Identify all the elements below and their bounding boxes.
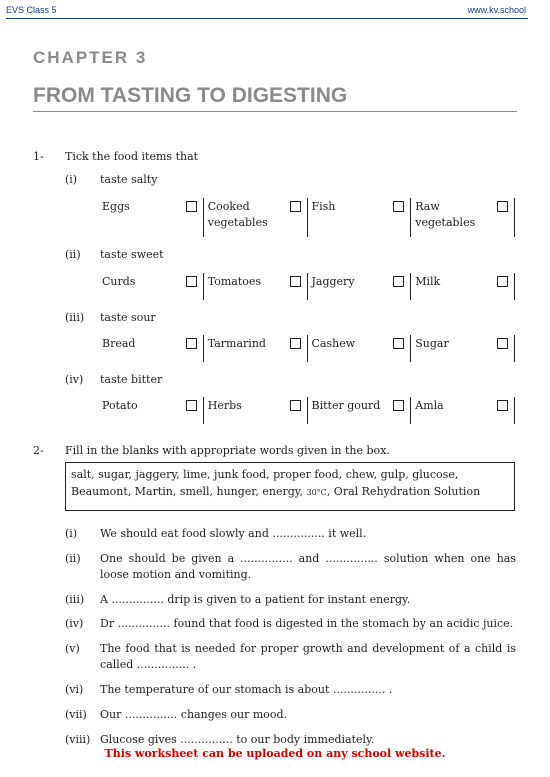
- title-underline: [33, 111, 517, 112]
- food-label: Tomatoes: [207, 275, 262, 288]
- blank-item-text: Glucose gives ............... to our body immediately.: [100, 733, 375, 746]
- tick-checkbox[interactable]: [186, 400, 197, 411]
- tick-checkbox[interactable]: [497, 400, 508, 411]
- food-label: Sugar: [415, 337, 449, 350]
- tick-cell: [204, 273, 308, 300]
- header-left: EVS Class 5: [6, 5, 57, 15]
- tick-checkbox[interactable]: [497, 201, 508, 212]
- word-box: [65, 462, 515, 511]
- q1-part-number: (iv): [65, 373, 84, 386]
- tick-checkbox[interactable]: [497, 338, 508, 349]
- q1-part-number: (ii): [65, 248, 81, 261]
- word-box-line: salt, sugar, jaggery, lime, junk food, proper food, chew, gulp, glucose,: [71, 468, 459, 481]
- tick-checkbox[interactable]: [290, 276, 301, 287]
- tick-checkbox[interactable]: [186, 276, 197, 287]
- q2-number: 2-: [33, 444, 44, 457]
- food-label: Eggs: [102, 200, 130, 213]
- tick-cell: [204, 335, 308, 362]
- tick-checkbox[interactable]: [290, 201, 301, 212]
- q1-part-text: taste sour: [100, 311, 156, 324]
- food-label: Tarmarind: [207, 337, 266, 350]
- food-label: Milk: [415, 275, 441, 288]
- q2-text: Fill in the blanks with appropriate words given in the box.: [65, 444, 390, 457]
- blank-item-text: The food that is needed for proper growth and development of a child is called ............... .: [100, 642, 516, 671]
- tick-grid-salty: [100, 198, 515, 237]
- tick-cell: [308, 335, 412, 362]
- tick-cell: [100, 198, 204, 237]
- q1-part-number: (i): [65, 173, 78, 186]
- tick-checkbox[interactable]: [393, 276, 404, 287]
- page-title: FROM TASTING TO DIGESTING: [33, 84, 348, 107]
- q1-part-text: taste sweet: [100, 248, 164, 261]
- tick-checkbox[interactable]: [393, 400, 404, 411]
- food-label: Curds: [102, 275, 136, 288]
- blank-item-number: (vi): [65, 683, 84, 696]
- tick-cell: [411, 335, 515, 362]
- blank-item-number: (v): [65, 642, 80, 655]
- blank-item-text: Our ............... changes our mood.: [100, 708, 288, 721]
- blank-item-number: (vii): [65, 708, 87, 721]
- tick-cell: [100, 273, 204, 300]
- q1-number: 1-: [33, 150, 44, 163]
- q1-part-text: taste bitter: [100, 373, 163, 386]
- tick-cell: [411, 397, 515, 424]
- tick-checkbox[interactable]: [393, 201, 404, 212]
- blank-item-number: (viii): [65, 733, 91, 746]
- blank-item-text: Dr ............... found that food is digested in the stomach by an acidic juice.: [100, 617, 514, 630]
- tick-checkbox[interactable]: [186, 201, 197, 212]
- food-label: Cashew: [311, 337, 356, 350]
- footer-note: This worksheet can be uploaded on any school website.: [104, 747, 446, 760]
- tick-cell: [308, 198, 412, 237]
- blank-item-number: (i): [65, 527, 78, 540]
- word-box-line: Beaumont, Martin, smell, hunger, energy, 30°C, Oral Rehydration Solution: [71, 485, 481, 498]
- chapter-label: CHAPTER 3: [33, 48, 148, 67]
- tick-checkbox[interactable]: [186, 338, 197, 349]
- food-label: Bitter gourd: [311, 399, 381, 412]
- blank-item-text: The temperature of our stomach is about ............... .: [100, 683, 393, 696]
- food-label: Bread: [102, 337, 136, 350]
- food-label: Fish: [311, 200, 336, 213]
- tick-grid-sour: [100, 335, 515, 362]
- food-label: Jaggery: [311, 275, 355, 288]
- header-divider: [6, 18, 528, 19]
- q1-text: Tick the food items that: [65, 150, 199, 163]
- q1-part-number: (iii): [65, 311, 85, 324]
- tick-checkbox[interactable]: [497, 276, 508, 287]
- food-label: Cooked vegetables: [207, 200, 268, 229]
- blank-item-text: One should be given a ............... and ............... solution when one has loose motion and vomiting.: [100, 552, 516, 581]
- food-label: Raw vegetables: [415, 200, 476, 229]
- tick-cell: [204, 397, 308, 424]
- food-label: Potato: [102, 399, 138, 412]
- blank-item-number: (ii): [65, 552, 81, 565]
- tick-cell: [100, 335, 204, 362]
- food-label: Herbs: [207, 399, 242, 412]
- tick-grid-sweet: [100, 273, 515, 300]
- tick-cell: [411, 273, 515, 300]
- tick-cell: [308, 397, 412, 424]
- blank-item-number: (iii): [65, 593, 85, 606]
- header-right: www.kv.school: [467, 5, 526, 15]
- q1-part-text: taste salty: [100, 173, 158, 186]
- tick-cell: [308, 273, 412, 300]
- blank-item-text: We should eat food slowly and ............... it well.: [100, 527, 367, 540]
- tick-cell: [100, 397, 204, 424]
- tick-checkbox[interactable]: [393, 338, 404, 349]
- tick-grid-bitter: [100, 397, 515, 424]
- food-label: Amla: [415, 399, 444, 412]
- tick-checkbox[interactable]: [290, 400, 301, 411]
- blank-item-number: (iv): [65, 617, 84, 630]
- blank-item-text: A ............... drip is given to a patient for instant energy.: [100, 593, 411, 606]
- tick-checkbox[interactable]: [290, 338, 301, 349]
- tick-cell: [411, 198, 515, 237]
- tick-cell: [204, 198, 308, 237]
